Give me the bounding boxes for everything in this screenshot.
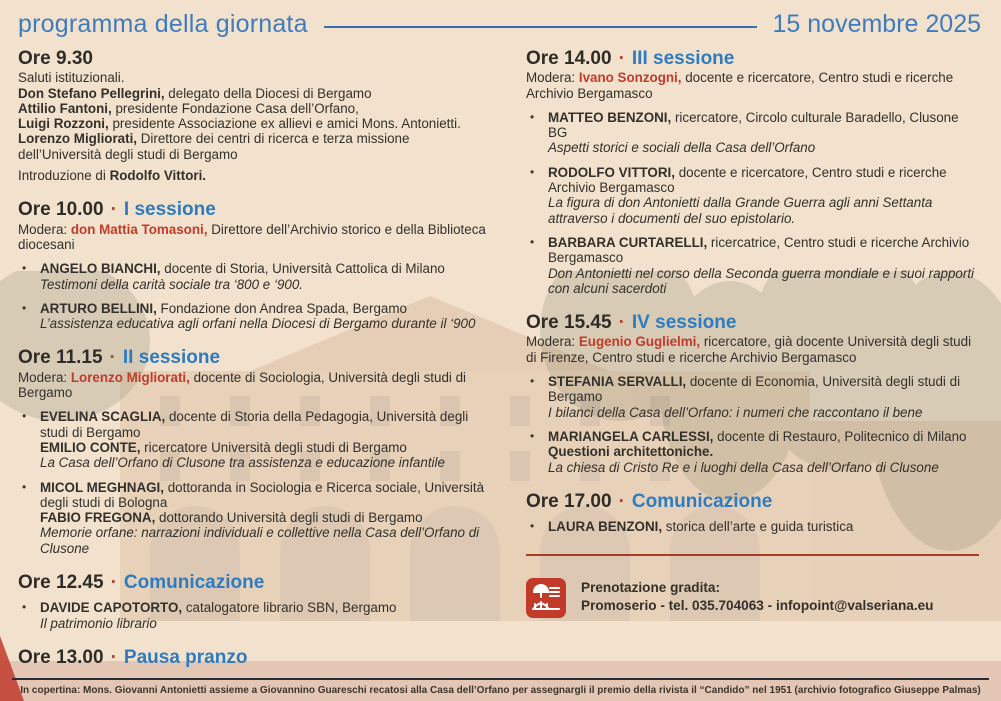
bullet-icon: • (530, 374, 535, 389)
bullet-icon: • (530, 164, 535, 179)
infopoint-icon (526, 578, 566, 618)
speaker-item (18, 600, 492, 631)
session-paragraph (18, 70, 492, 162)
text-segment: Modera: (18, 369, 71, 385)
header-divider-line (324, 26, 757, 28)
bullet-icon: • (22, 479, 27, 494)
speaker-text (40, 301, 475, 331)
cover-photo-caption: In copertina: Mons. Giovanni Antonietti assieme a Giovannino Guareschi recatosi alla Casa dell’Orfano per assegnargli il premio della rivista il “Candido” nel 1951 (archivio fotografico Giuseppe Palmas) (20, 685, 981, 696)
session-heading (18, 572, 492, 594)
session-time: Ore 13.00 (18, 646, 104, 668)
session-paragraph (18, 222, 492, 253)
session-paragraph (18, 168, 492, 183)
speaker-text (548, 165, 947, 226)
text-segment: Ivano Sonzogni, (578, 70, 682, 86)
session-time: Ore 15.45 (526, 312, 612, 334)
text-segment: Rodolfo Vittori. (109, 168, 207, 184)
text-segment: ANGELO BIANCHI, (40, 261, 161, 277)
session-title: Pausa pranzo (123, 646, 248, 668)
booking-info (526, 576, 981, 618)
session-heading (18, 48, 492, 69)
text-segment: docente di Storia, Università Cattolica di Milano (160, 261, 445, 277)
speaker-item (526, 429, 981, 475)
speaker-text (40, 600, 396, 630)
text-segment: Introduzione di (18, 168, 110, 184)
text-segment: catalogatore librario SBN, Bergamo (182, 600, 397, 616)
bullet-icon: • (530, 109, 535, 124)
text-segment: Memorie orfane: narrazioni individuali e collettive nella Casa dell’Orfano di Clusone (40, 525, 480, 556)
session-heading (526, 490, 981, 512)
text-segment: docente e ricercatore, Centro studi e ricerche Archivio Bergamasco (548, 164, 947, 196)
text-segment: docente di Restauro, Politecnico di Milano (713, 428, 967, 444)
dot-separator: · (109, 347, 116, 369)
text-segment: Fondazione don Andrea Spada, Bergamo (156, 300, 407, 316)
speaker-item (526, 519, 981, 534)
text-segment: storica dell’arte e guida turistica (662, 519, 854, 535)
speaker-item (526, 110, 981, 156)
right-sections (526, 48, 981, 535)
session-title: I sessione (123, 199, 216, 221)
session-heading (18, 646, 492, 668)
bullet-icon: • (22, 409, 27, 424)
dot-separator: · (110, 572, 117, 594)
booking-separator-line (526, 554, 979, 556)
text-segment: ricercatore, Circolo culturale Baradello, Clusone BG (548, 109, 959, 141)
text-segment: ricercatore Università degli studi di Bergamo (140, 439, 407, 455)
session-time: Ore 10.00 (18, 199, 104, 221)
speaker-item (526, 374, 981, 420)
text-segment: docente e ricercatore, Centro studi e ricerche Archivio Bergamasco (526, 70, 954, 101)
speaker-text (40, 480, 484, 556)
speaker-text (40, 409, 468, 470)
text-segment: BARBARA CURTARELLI, (548, 234, 708, 250)
booking-text (581, 576, 933, 615)
session-paragraph (18, 370, 492, 401)
session-section (18, 347, 492, 556)
session-title: IV sessione (631, 312, 737, 334)
text-segment: Aspetti storici e sociali della Casa dell’Orfano (548, 140, 816, 156)
session-time: Ore 17.00 (526, 490, 612, 512)
text-segment: ricercatore, già docente Università degli studi di Firenze, Centro studi e ricerche Archivio Bergamasco (526, 334, 972, 365)
dot-separator: · (618, 312, 625, 334)
text-segment: I bilanci della Casa dell’Orfano: i numeri che raccontano il bene (548, 404, 923, 420)
session-section (18, 48, 492, 184)
text-segment: ricercatrice, Centro studi e ricerche Archivio Bergamasco (548, 234, 970, 266)
text-segment: Don Stefano Pellegrini, (18, 85, 165, 101)
session-heading (526, 312, 981, 334)
text-segment: delegato della Diocesi di Bergamo (164, 85, 372, 101)
text-segment: don Mattia Tomasoni, (70, 221, 208, 237)
text-segment: Lorenzo Migliorati, (18, 131, 138, 147)
speaker-text (548, 519, 853, 534)
text-segment: presidente Associazione ex allievi e amici Mons. Antonietti. (108, 116, 461, 132)
bullet-icon: • (22, 600, 27, 615)
text-segment: MARIANGELA CARLESSI, (548, 428, 714, 444)
text-segment: DAVIDE CAPOTORTO, (40, 600, 183, 616)
text-segment: EVELINA SCAGLIA, (40, 409, 166, 425)
text-segment: Eugenio Guglielmi, (578, 334, 701, 350)
text-segment: presidente Fondazione Casa dell’Orfano, (111, 100, 359, 116)
left-column (18, 48, 492, 685)
text-segment: La chiesa di Cristo Re e i luoghi della Casa dell’Orfano di Clusone (548, 459, 939, 475)
text-segment: MATTEO BENZONI, (548, 109, 672, 125)
speaker-item (526, 235, 981, 296)
session-section (18, 199, 492, 332)
session-title: Comunicazione (123, 572, 265, 594)
session-heading (18, 347, 492, 369)
text-segment: dottorando Università degli studi di Bergamo (155, 510, 423, 526)
text-segment: Direttore dei centri di ricerca e terza missione dell’Università degli studi di Bergamo (18, 131, 410, 162)
text-segment: Testimoni della carità sociale tra ‘800 e ‘900. (40, 276, 303, 292)
session-title: II sessione (122, 347, 221, 369)
bullet-icon: • (530, 428, 535, 443)
text-segment: STEFANIA SERVALLI, (548, 374, 687, 390)
program-columns (18, 48, 981, 685)
speaker-item (526, 165, 981, 226)
session-section (526, 490, 981, 535)
text-segment: Don Antonietti nel corso della Seconda guerra mondiale e i suoi rapporti con alcuni sacerdoti (548, 265, 975, 296)
text-segment: Lorenzo Migliorati, (70, 369, 190, 385)
session-time: Ore 14.00 (526, 48, 612, 69)
text-segment: Modera: (18, 221, 71, 237)
text-segment: EMILIO CONTE, (40, 439, 141, 455)
text-segment: Questioni architettoniche. (548, 444, 714, 460)
session-section (18, 646, 492, 668)
text-segment: FABIO FREGONA, (40, 510, 156, 526)
session-time: Ore 12.45 (18, 572, 104, 594)
page-title: programma della giornata (18, 10, 308, 38)
text-segment: Attilio Fantoni, (18, 100, 112, 116)
bullet-icon: • (530, 519, 535, 534)
dot-separator: · (618, 48, 625, 69)
session-time: Ore 11.15 (18, 347, 103, 369)
booking-line2: Promoserio - tel. 035.704063 - infopoint@valseriana.eu (581, 598, 934, 614)
session-heading (526, 48, 981, 69)
text-segment: Modera: (526, 70, 579, 86)
dot-separator: · (110, 199, 117, 221)
text-segment: LAURA BENZONI, (548, 519, 663, 535)
text-segment: La Casa dell’Orfano di Clusone tra assistenza e educazione infantile (40, 455, 445, 471)
event-date: 15 novembre 2025 (772, 10, 981, 38)
text-segment: docente di Storia della Pedagogia, Università degli studi di Bergamo (40, 409, 469, 440)
text-segment: La figura di don Antonietti dalla Grande Guerra agli anni Settanta attraverso i documenti del suo epistolario. (548, 195, 933, 226)
text-segment: MICOL MEGHNAGI, (40, 479, 164, 495)
text-segment: docente di Economia, Università degli studi di Bergamo (548, 374, 961, 405)
speaker-text (40, 261, 445, 291)
text-segment: L’assistenza educativa agli orfani nella Diocesi di Bergamo durante il ‘900 (40, 316, 476, 332)
footer-divider-line (12, 678, 989, 680)
dot-separator: · (618, 490, 625, 512)
speaker-text (548, 235, 974, 296)
speaker-text (548, 110, 959, 156)
text-segment: RODOLFO VITTORI, (548, 164, 675, 180)
page-header (18, 10, 981, 39)
text-segment: Saluti istituzionali. (18, 70, 125, 86)
session-time: Ore 9.30 (18, 48, 93, 69)
text-segment: Modera: (526, 334, 579, 350)
session-title: Comunicazione (631, 490, 773, 512)
speaker-text (548, 429, 966, 475)
text-segment: Direttore dell’Archivio storico e della Biblioteca diocesani (18, 221, 486, 252)
speaker-item (18, 409, 492, 470)
bullet-icon: • (22, 300, 27, 315)
dot-separator: · (110, 646, 117, 668)
speaker-item (18, 301, 492, 332)
session-section (526, 312, 981, 475)
speaker-item (18, 480, 492, 556)
session-heading (18, 199, 492, 221)
session-paragraph (526, 70, 981, 101)
booking-line1: Prenotazione gradita: (581, 580, 720, 596)
bullet-icon: • (22, 261, 27, 276)
speaker-item (18, 261, 492, 292)
text-segment: ARTURO BELLINI, (40, 300, 157, 316)
session-title: III sessione (631, 48, 735, 69)
text-segment: Il patrimonio librario (40, 615, 157, 631)
session-section (18, 572, 492, 631)
right-column (526, 48, 981, 685)
bullet-icon: • (530, 234, 535, 249)
session-section (526, 48, 981, 296)
page-footer (12, 678, 989, 696)
text-segment: Luigi Rozzoni, (18, 116, 109, 132)
session-paragraph (526, 334, 981, 365)
text-segment: docente di Sociologia, Università degli studi di Bergamo (18, 369, 467, 401)
speaker-text (548, 374, 960, 420)
text-segment: dottoranda in Sociologia e Ricerca sociale, Università degli studi di Bologna (40, 479, 485, 510)
